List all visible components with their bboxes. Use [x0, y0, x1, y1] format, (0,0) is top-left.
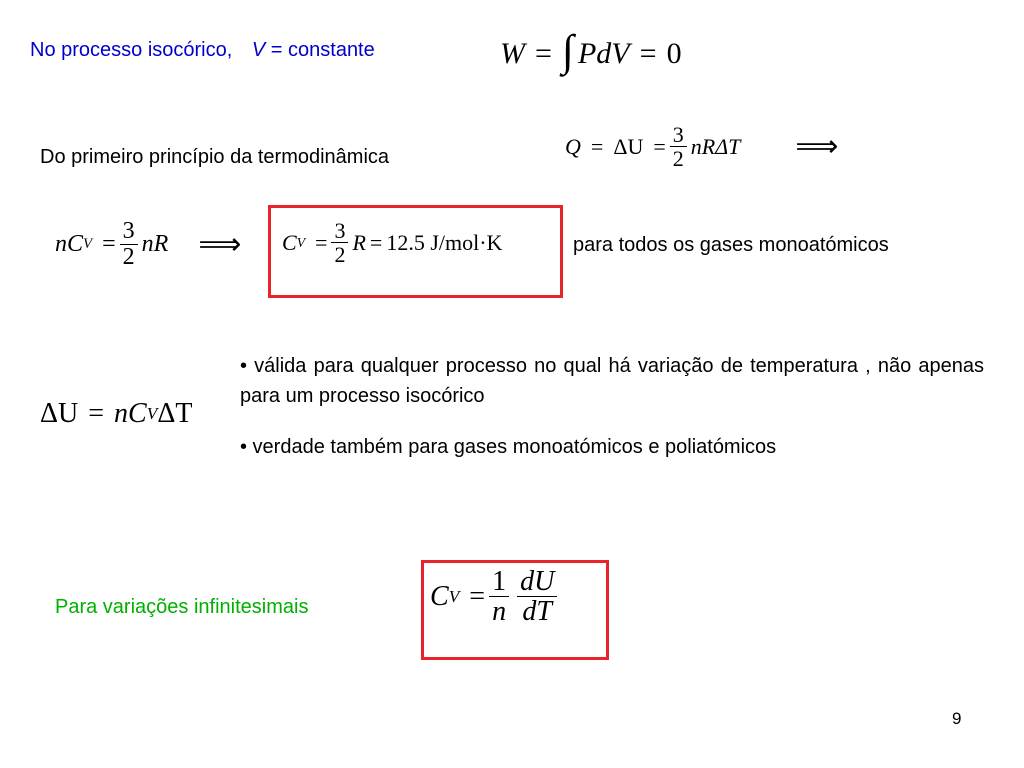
implies-arrow: ⟹ — [795, 130, 839, 164]
ncv-equation — [55, 219, 241, 270]
cv-value: 12.5 J/mol·K — [386, 229, 503, 255]
work-symbol: W — [500, 36, 525, 70]
one-over-n-fraction — [489, 567, 509, 627]
fraction-numerator: 3 — [670, 123, 687, 147]
three-halves-fraction — [331, 219, 348, 266]
heat-symbol: Q — [565, 133, 581, 159]
cv-result-equation — [282, 219, 502, 266]
v-subscript: V — [83, 236, 93, 253]
volume-symbol: V — [251, 39, 266, 61]
nr-term: nR — [141, 231, 169, 258]
fraction-denominator: 2 — [122, 244, 135, 271]
delta-u-term: ΔU — [613, 133, 644, 159]
equals-sign: = — [653, 133, 666, 159]
nrdt-term: nRΔT — [690, 133, 741, 159]
r-symbol: R — [352, 229, 366, 255]
constant-text: = constante — [265, 39, 375, 61]
implies-arrow: ⟹ — [198, 228, 242, 262]
fraction-numerator: dU — [517, 567, 557, 597]
fraction-numerator: 3 — [120, 219, 138, 245]
equals-sign: = — [639, 36, 657, 70]
integral-symbol: ∫ — [561, 26, 574, 75]
n-symbol: n — [55, 231, 67, 258]
isochoric-statement — [30, 39, 375, 62]
fraction-denominator: dT — [522, 596, 552, 628]
du-dt-fraction — [517, 567, 557, 627]
delta-t-term: ΔT — [157, 398, 193, 429]
bullet-true: • verdade também para gases monoatómicos e poliatómicos — [240, 436, 777, 458]
v-subscript: V — [146, 404, 158, 423]
fraction-numerator: 3 — [331, 219, 348, 243]
work-equation — [500, 28, 682, 79]
fraction-denominator: 2 — [672, 146, 684, 172]
c-symbol: C — [67, 231, 84, 258]
page-number: 9 — [952, 709, 962, 728]
equals-sign: = — [88, 398, 105, 429]
c-symbol: C — [128, 398, 147, 429]
infinitesimal-text: Para variações infinitesimais — [55, 596, 309, 618]
c-symbol: C — [282, 229, 297, 255]
fraction-denominator: n — [492, 596, 507, 628]
internal-energy-equation — [40, 398, 192, 430]
zero-value: 0 — [666, 36, 682, 70]
equals-sign: = — [590, 133, 604, 159]
equals-sign: = — [315, 229, 328, 255]
bullet-valid: • válida para qualquer processo no qual há variação de temperatura , não apenas para um processo isocórico — [240, 355, 984, 407]
n-symbol: n — [114, 398, 129, 429]
equals-sign: = — [535, 36, 552, 70]
monoatomic-note: para todos os gases monoatómicos — [573, 234, 889, 256]
heat-equation — [565, 123, 838, 170]
fraction-denominator: 2 — [334, 242, 346, 268]
c-symbol: C — [430, 580, 449, 612]
cv-definition-equation — [430, 567, 561, 627]
equals-sign: = — [102, 231, 116, 258]
first-law-text: Do primeiro princípio da termodinâmica — [40, 146, 390, 168]
pdv-term: PdV — [577, 36, 630, 70]
equals-sign: = — [469, 580, 486, 612]
isochoric-text: No processo isocórico, — [30, 39, 233, 61]
v-subscript: V — [296, 234, 306, 250]
v-subscript: V — [448, 586, 460, 606]
three-halves-fraction — [120, 219, 138, 270]
delta-u-term: ΔU — [40, 398, 79, 429]
three-halves-fraction — [670, 123, 687, 170]
equals-sign: = — [369, 229, 383, 255]
fraction-numerator: 1 — [489, 567, 509, 597]
